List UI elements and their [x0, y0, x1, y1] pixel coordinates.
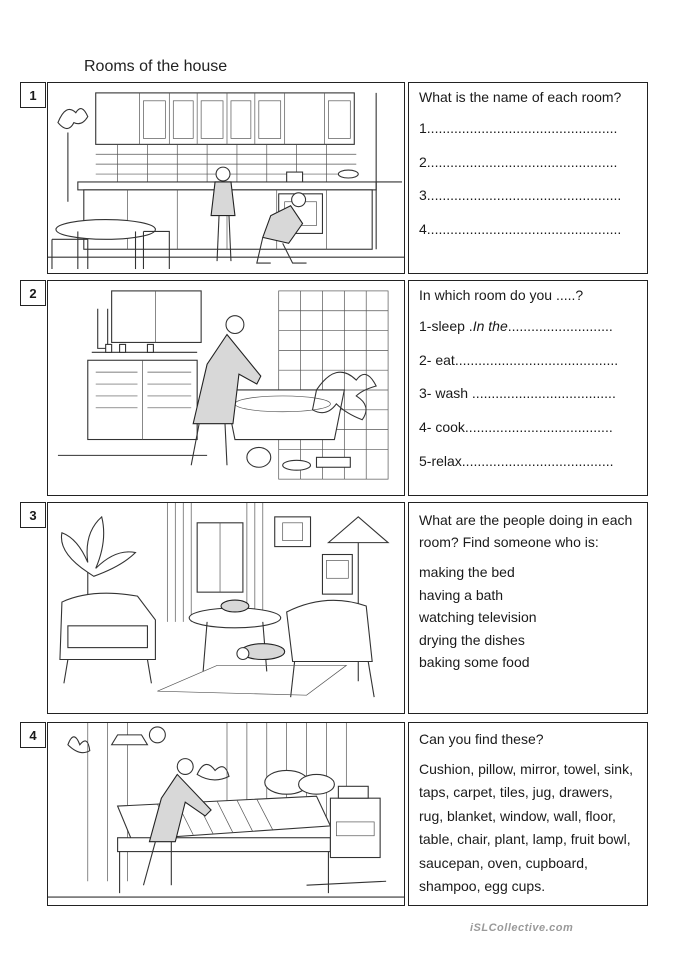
activity-item: making the bed — [419, 564, 515, 580]
kitchen-illustration — [47, 82, 405, 274]
bedroom-illustration — [47, 722, 405, 906]
find-these-question-box — [408, 722, 648, 906]
item-4-blank: ...................................... — [464, 419, 613, 436]
room-names-question-box — [408, 82, 648, 274]
activity-item: baking some food — [419, 654, 530, 670]
item-5-blank: ....................................... — [461, 452, 614, 469]
watermark-text: iSLCollective.com — [470, 922, 574, 934]
activity-item: watching television — [419, 609, 537, 625]
answer-blank-2[interactable]: 2................................................. — [419, 153, 618, 170]
which-room-question-box — [408, 280, 648, 496]
item-5-prefix: 5-relax — [419, 452, 462, 469]
question-2: In which room do you .....? — [419, 287, 584, 303]
living-room-illustration — [47, 502, 405, 714]
item-3-blank: ..................................... — [468, 385, 616, 402]
exercise-row-3 — [20, 502, 648, 714]
which-room-item-3[interactable] — [419, 385, 637, 402]
item-4-prefix: 4- cook — [419, 419, 465, 436]
exercise-row-2 — [20, 280, 648, 496]
which-room-item-2[interactable] — [419, 352, 637, 369]
exercise-number-4: 4 — [20, 722, 46, 748]
exercise-number-1: 1 — [20, 82, 46, 108]
item-1-blank: ........................... — [507, 317, 613, 334]
answer-blank-3[interactable]: 3.................................................. — [419, 187, 622, 204]
which-room-item-1[interactable] — [419, 318, 637, 335]
which-room-item-4[interactable] — [419, 419, 637, 436]
answer-blank-1[interactable]: 1................................................. — [419, 119, 618, 136]
word-list: Cushion, pillow, mirror, towel, sink, taps, carpet, tiles, jug, drawers, rug, blanket, window, wall, floor, table, chair, plant, lamp, fruit bowl, saucepan, oven, cupboard, shampoo, egg cups. — [419, 760, 633, 895]
activity-item: drying the dishes — [419, 631, 525, 648]
activity-item: having a bath — [419, 586, 504, 603]
item-2-prefix: 2- eat — [419, 351, 455, 368]
item-3-prefix: 3- wash — [419, 385, 469, 402]
page-title: Rooms of the house — [84, 58, 228, 75]
question-3: What are the people doing in each room? Find someone who is: — [419, 512, 633, 550]
exercise-row-4 — [20, 722, 648, 906]
which-room-item-5[interactable] — [419, 453, 637, 470]
exercise-row-1 — [20, 82, 648, 274]
question-4: Can you find these? — [419, 731, 544, 747]
item-2-blank: .......................................... — [454, 351, 619, 368]
question-1: What is the name of each room? — [419, 89, 622, 105]
bathroom-illustration — [47, 280, 405, 496]
exercise-number-3: 3 — [20, 502, 46, 528]
people-doing-question-box — [408, 502, 648, 714]
item-1-italic: In the — [472, 317, 508, 334]
item-1-prefix: 1-sleep . — [419, 317, 473, 334]
answer-blank-4[interactable]: 4.................................................. — [419, 221, 622, 238]
exercise-number-2: 2 — [20, 280, 46, 306]
